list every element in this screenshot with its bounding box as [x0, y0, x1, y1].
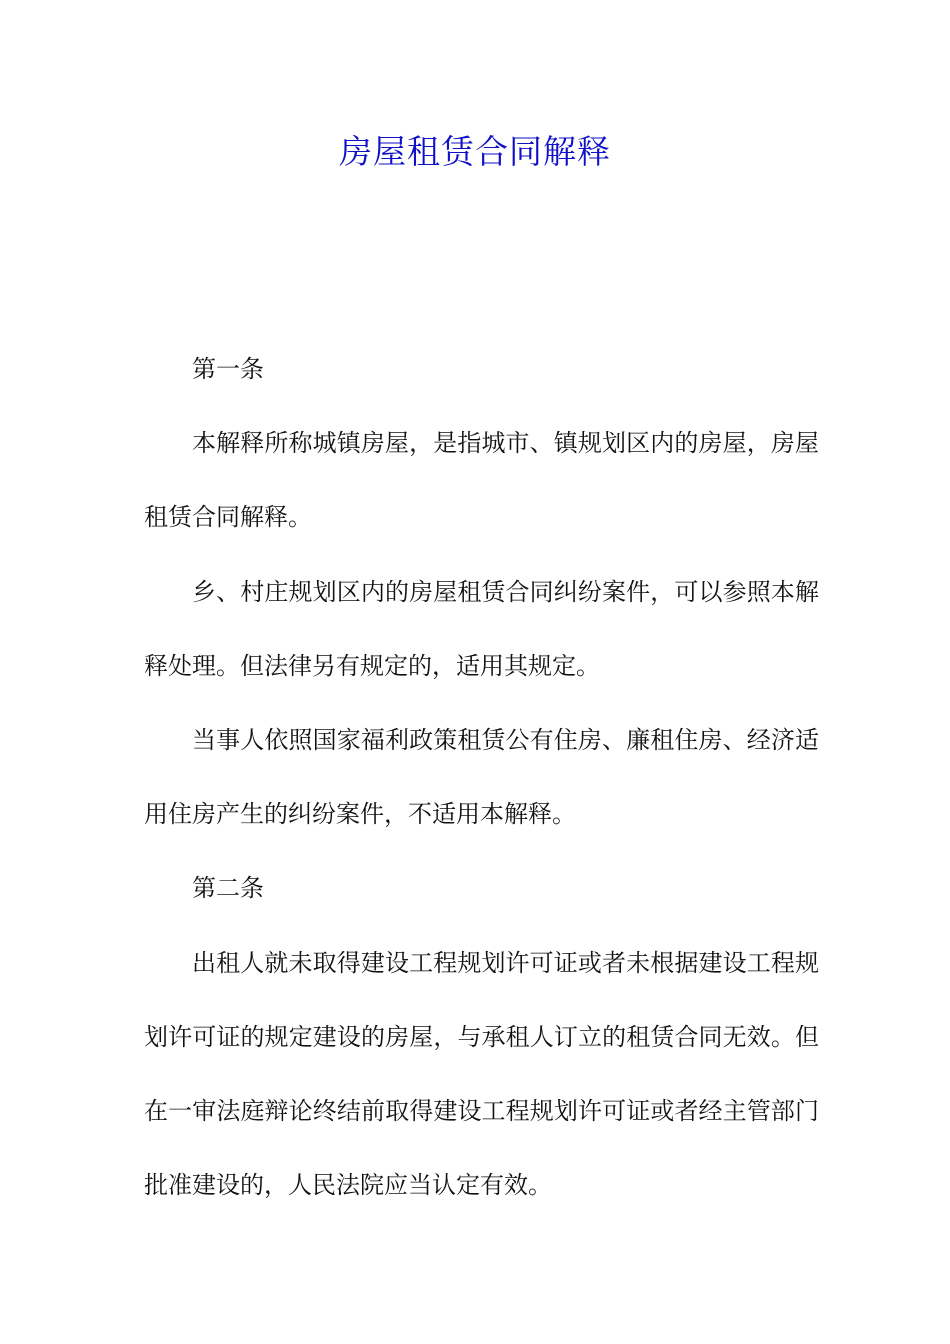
article-heading-2: 第二条 [192, 874, 264, 903]
document-body [144, 332, 819, 1222]
article-1-paragraph-2: 乡、村庄规划区内的房屋租赁合同纠纷案件，可以参照本解释处理。但法律另有规定的，适用其规定。 [144, 577, 819, 680]
document-title: 房屋租赁合同解释 [339, 132, 611, 171]
article-heading-1: 第一条 [192, 355, 264, 383]
article-1-paragraph-1: 本解释所称城镇房屋，是指城市、镇规划区内的房屋，房屋租赁合同解释。 [144, 429, 819, 532]
article-2-paragraph-1: 出租人就未取得建设工程规划许可证或者未根据建设工程规划许可证的规定建设的房屋，与承租人订立的租赁合同无效。但在一审法庭辩论终结前取得建设工程规划许可证或者经主管部门批准建设的，人民法院应当认定有效。 [144, 948, 819, 1200]
article-1-paragraph-3: 当事人依照国家福利政策租赁公有住房、廉租住房、经济适用住房产生的纠纷案件，不适用本解释。 [144, 726, 819, 829]
